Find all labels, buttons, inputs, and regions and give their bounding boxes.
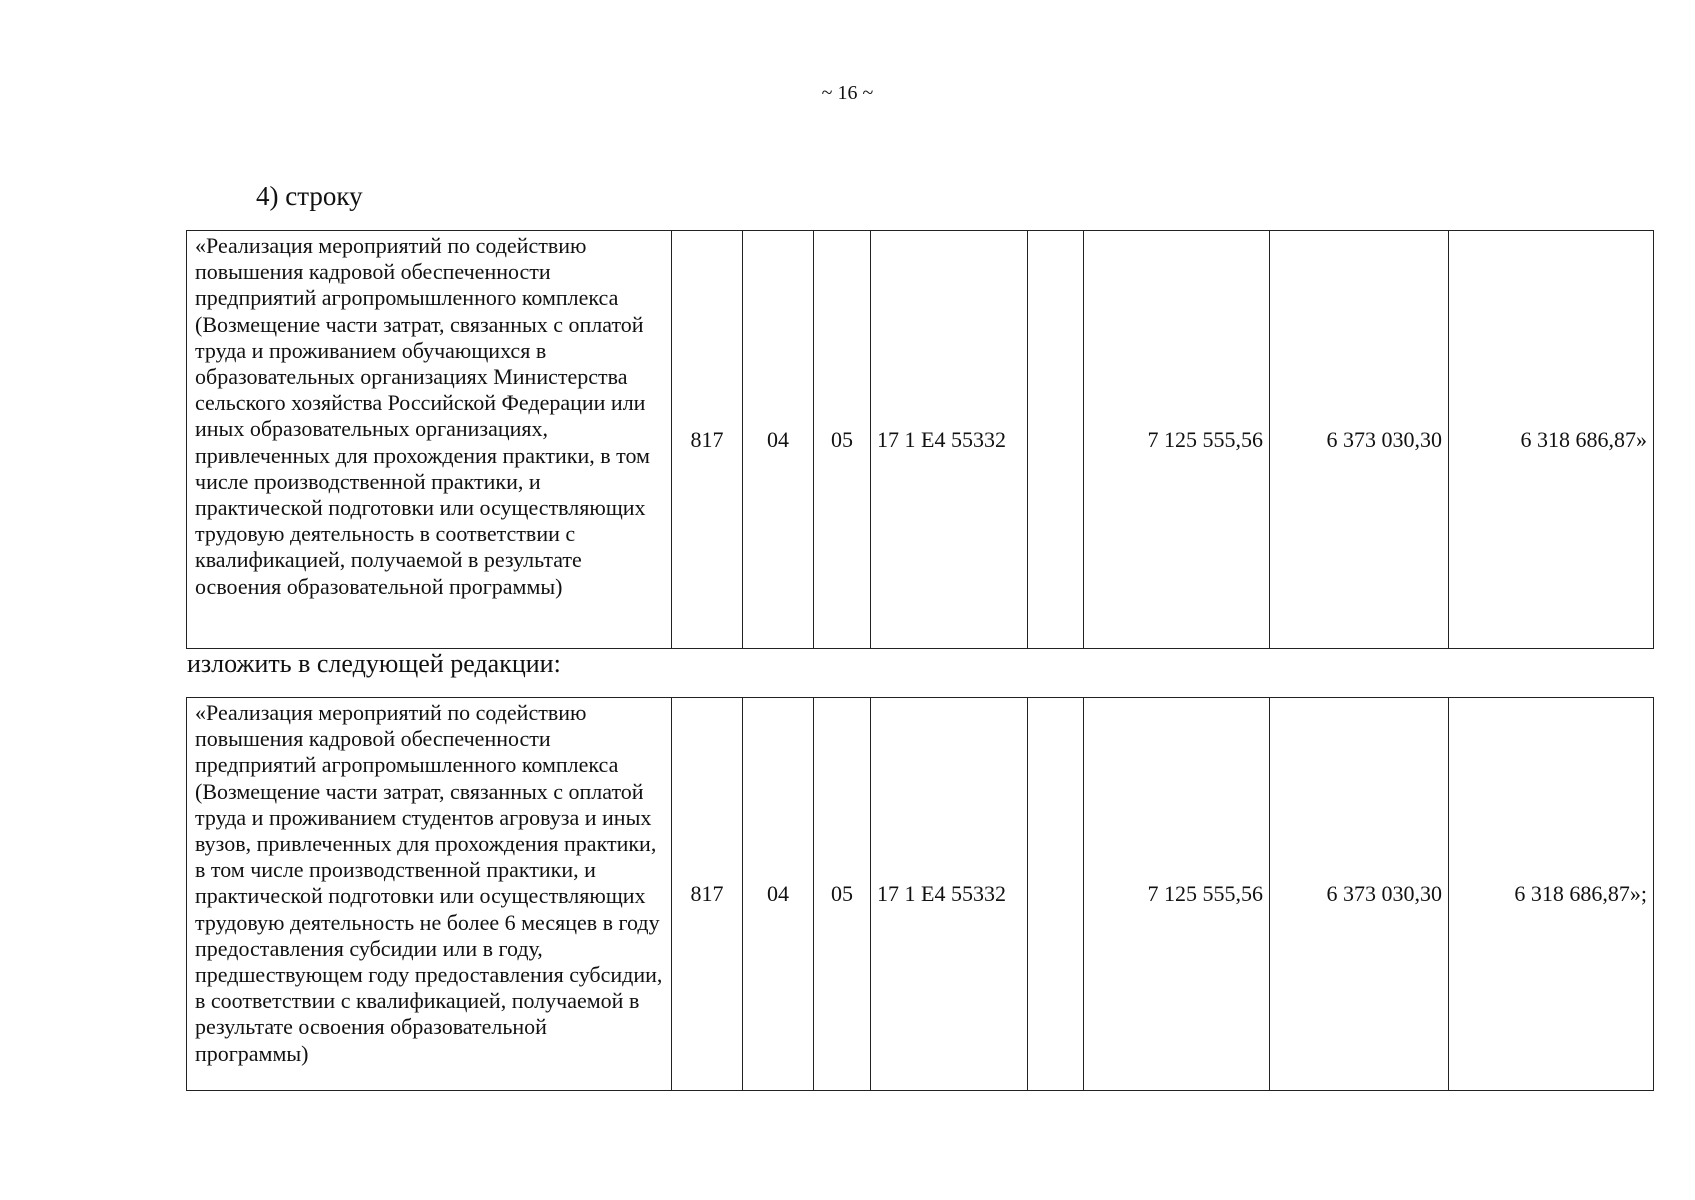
section-label: 4) строку <box>256 181 363 211</box>
amount-year-3: 6 318 686,87» <box>1449 231 1654 649</box>
subsection-code: 05 <box>814 698 871 1091</box>
expense-type-code <box>1028 231 1084 649</box>
section-code: 04 <box>743 231 814 649</box>
target-article-code: 17 1 E4 55332 <box>871 231 1028 649</box>
expense-type-code <box>1028 698 1084 1091</box>
amount-year-1: 7 125 555,56 <box>1084 698 1270 1091</box>
old-row-table <box>186 230 1654 649</box>
expenditure-description: «Реализация мероприятий по содействию повышения кадровой обеспеченности предприятий агропромышленного комплекса (Возмещение части затрат, связанных с оплатой труда и проживанием обучающихся в образовательных организациях Министерства сельского хозяйства Российской Федерации или иных образовательных организациях, привлеченных для прохождения практики, в том числе производственной практики, и практической подготовки или осуществляющих трудовую деятельность в соответствии с квалификацией, получаемой в результате освоения образовательной программы) <box>187 231 672 649</box>
amount-year-1: 7 125 555,56 <box>1084 231 1270 649</box>
amount-year-3: 6 318 686,87»; <box>1449 698 1654 1091</box>
table-row <box>187 698 1654 1091</box>
expenditure-description: «Реализация мероприятий по содействию повышения кадровой обеспеченности предприятий агропромышленного комплекса (Возмещение части затрат, связанных с оплатой труда и проживанием студентов агровуза и иных вузов, привлеченных для прохождения практики, в том числе производственной практики, и практической подготовки или осуществляющих трудовую деятельность не более 6 месяцев в году предоставления субсидии или в году, предшествующем году предоставления субсидии, в соответствии с квалификацией, получаемой в результате освоения образовательной программы) <box>187 698 672 1091</box>
subsection-code: 05 <box>814 231 871 649</box>
ministry-code: 817 <box>672 231 743 649</box>
amount-year-2: 6 373 030,30 <box>1270 698 1449 1091</box>
section-code: 04 <box>743 698 814 1091</box>
target-article-code: 17 1 E4 55332 <box>871 698 1028 1091</box>
page-number: ~ 16 ~ <box>821 82 874 104</box>
amount-year-2: 6 373 030,30 <box>1270 231 1449 649</box>
ministry-code: 817 <box>672 698 743 1091</box>
new-row-table <box>186 697 1654 1091</box>
replacement-instruction: изложить в следующей редакции: <box>187 649 561 678</box>
table-row <box>187 231 1654 649</box>
